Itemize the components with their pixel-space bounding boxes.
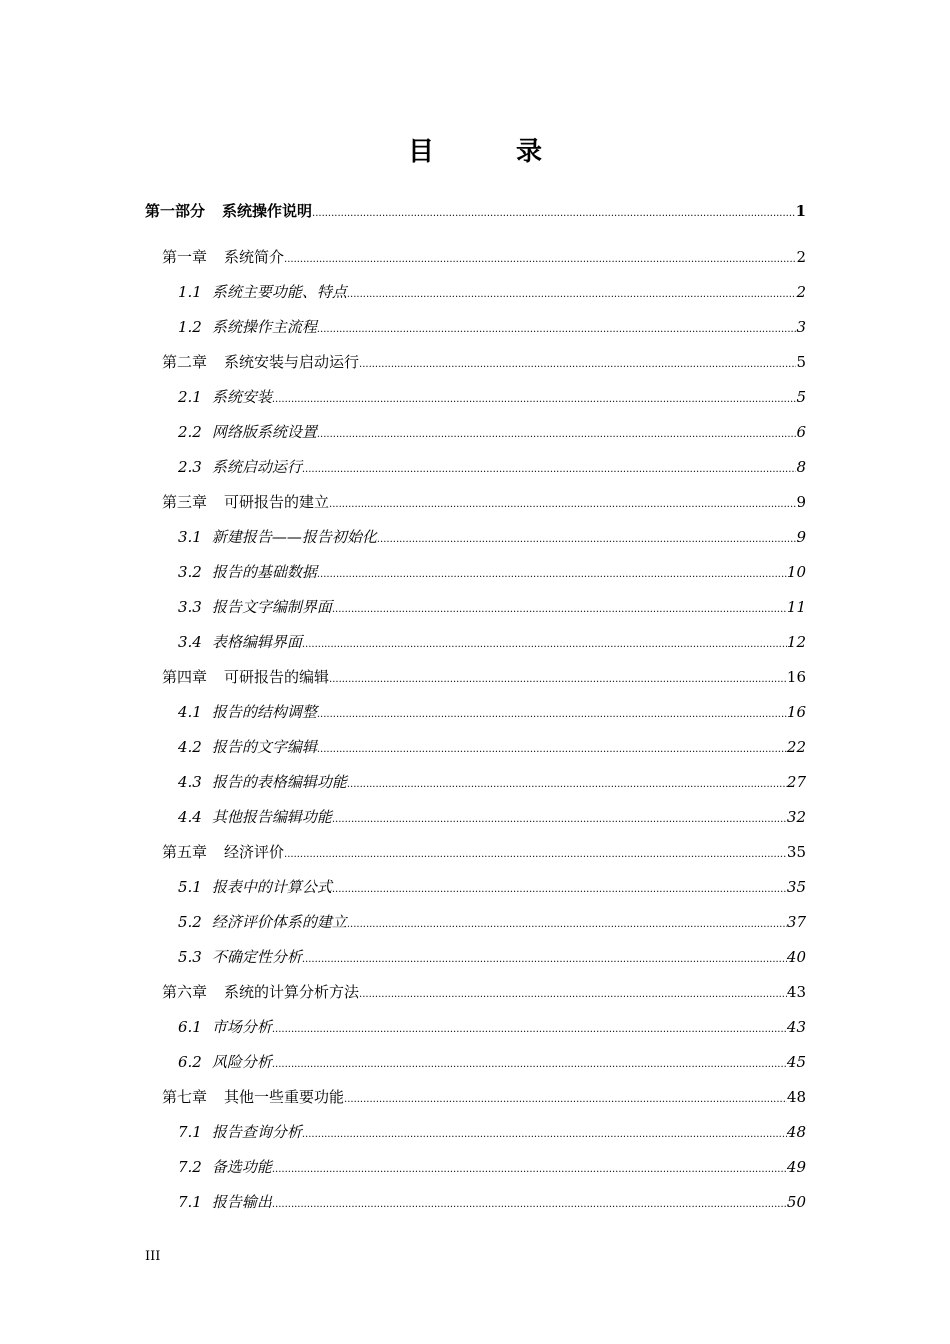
toc-section-entry[interactable] xyxy=(178,1047,806,1077)
dot-leader xyxy=(317,420,797,450)
dot-leader xyxy=(332,875,787,905)
toc-entry-page: 35 xyxy=(786,843,806,861)
toc-entry-page: 8 xyxy=(796,458,806,476)
toc-entry-title: 新建报告——报告初始化 xyxy=(211,528,377,546)
toc-entry-number: 第七章 xyxy=(162,1088,208,1106)
toc-entry-title: 系统的计算分析方法 xyxy=(224,983,360,1001)
toc-section-entry[interactable] xyxy=(178,312,806,342)
dot-leader xyxy=(317,315,797,345)
toc-entry-title: 报告查询分析 xyxy=(211,1123,302,1141)
toc-entry-title: 系统安装 xyxy=(211,388,272,406)
toc-entry-number: 1.1 xyxy=(178,283,202,301)
dot-leader xyxy=(272,1050,787,1080)
dot-leader xyxy=(302,630,787,660)
toc-entry-page: 12 xyxy=(786,633,806,651)
toc-entry-page: 6 xyxy=(796,423,806,441)
toc-chapter-entry[interactable] xyxy=(162,977,806,1007)
toc-entry-page: 2 xyxy=(796,283,806,301)
toc-entry-number: 4.1 xyxy=(178,703,202,721)
dot-leader xyxy=(284,245,796,275)
toc-entry-page: 16 xyxy=(786,668,806,686)
toc-entry-number: 2.1 xyxy=(178,388,202,406)
toc-entry-title: 报表中的计算公式 xyxy=(211,878,332,896)
toc-chapter-entry[interactable] xyxy=(162,1082,806,1112)
toc-entry-number: 4.2 xyxy=(178,738,202,756)
dot-leader xyxy=(317,735,787,765)
toc-entry-number: 7.2 xyxy=(178,1158,202,1176)
toc-chapter-entry[interactable] xyxy=(162,242,806,272)
toc-entry-title: 市场分析 xyxy=(211,1018,272,1036)
toc-entry-number: 4.3 xyxy=(178,773,202,791)
toc-entry-page: 48 xyxy=(786,1123,806,1141)
dot-leader xyxy=(272,1015,787,1045)
toc-entry-number: 4.4 xyxy=(178,808,202,826)
toc-entry-page: 10 xyxy=(786,563,806,581)
toc-section-entry[interactable] xyxy=(178,872,806,902)
toc-chapter-entry[interactable] xyxy=(162,347,806,377)
toc-chapter-entry[interactable] xyxy=(162,662,806,692)
toc-part-entry[interactable] xyxy=(145,196,806,226)
toc-chapter-entry[interactable] xyxy=(162,837,806,867)
toc-section-entry[interactable] xyxy=(178,1117,806,1147)
toc-entry-title: 网络版系统设置 xyxy=(211,423,317,441)
toc-entry-page: 1 xyxy=(795,202,806,220)
toc-entry-title: 可研报告的编辑 xyxy=(224,668,330,686)
toc-section-entry[interactable] xyxy=(178,1012,806,1042)
dot-leader xyxy=(284,840,787,870)
toc-entry-title: 系统安装与启动运行 xyxy=(224,353,360,371)
toc-entry-number: 1.2 xyxy=(178,318,202,336)
toc-entry-title: 可研报告的建立 xyxy=(224,493,330,511)
toc-entry-number: 第三章 xyxy=(162,493,208,511)
toc-section-entry[interactable] xyxy=(178,802,806,832)
toc-entry-number: 3.2 xyxy=(178,563,202,581)
toc-entry-title: 报告的文字编辑 xyxy=(211,738,317,756)
toc-entry-number: 第四章 xyxy=(162,668,208,686)
toc-entry-page: 43 xyxy=(786,1018,806,1036)
toc-entry-title: 其他一些重要功能 xyxy=(224,1088,345,1106)
toc-section-entry[interactable] xyxy=(178,767,806,797)
toc-entry-page: 43 xyxy=(786,983,806,1001)
toc-entry-page: 48 xyxy=(786,1088,806,1106)
toc-entry-title: 报告输出 xyxy=(211,1193,272,1211)
toc-entry-title: 系统简介 xyxy=(224,248,285,266)
toc-entry-page: 11 xyxy=(786,598,806,616)
toc-entry-number: 第一章 xyxy=(162,248,208,266)
toc-entry-number: 7.1 xyxy=(178,1193,202,1211)
toc-section-entry[interactable] xyxy=(178,382,806,412)
dot-leader xyxy=(302,455,797,485)
dot-leader xyxy=(332,595,787,625)
toc-entry-page: 27 xyxy=(786,773,806,791)
toc-entry-page: 16 xyxy=(786,703,806,721)
toc-section-entry[interactable] xyxy=(178,942,806,972)
toc-section-entry[interactable] xyxy=(178,907,806,937)
toc-section-entry[interactable] xyxy=(178,417,806,447)
toc-entry-number: 3.3 xyxy=(178,598,202,616)
dot-leader xyxy=(272,1190,787,1220)
toc-entry-number: 2.2 xyxy=(178,423,202,441)
toc-section-entry[interactable] xyxy=(178,522,806,552)
toc-entry-title: 不确定性分析 xyxy=(211,948,302,966)
toc-section-entry[interactable] xyxy=(178,592,806,622)
toc-entry-title: 报告的基础数据 xyxy=(211,563,317,581)
dot-leader xyxy=(317,560,787,590)
dot-leader xyxy=(317,700,787,730)
toc-entry-page: 40 xyxy=(786,948,806,966)
toc-entry-number: 5.1 xyxy=(178,878,202,896)
toc-entry-number: 第一部分 xyxy=(145,202,206,220)
toc-entry-page: 45 xyxy=(786,1053,806,1071)
toc-section-entry[interactable] xyxy=(178,557,806,587)
dot-leader xyxy=(312,199,796,229)
toc-entry-number: 7.1 xyxy=(178,1123,202,1141)
toc-entry-title: 报告的表格编辑功能 xyxy=(211,773,347,791)
footer-page-number: III xyxy=(145,1249,161,1264)
toc-entry-title: 系统主要功能、特点 xyxy=(211,283,347,301)
dot-leader xyxy=(377,525,797,555)
toc-entry-page: 9 xyxy=(796,493,806,511)
toc-entry-number: 第五章 xyxy=(162,843,208,861)
toc-entry-title: 报告的结构调整 xyxy=(211,703,317,721)
toc-entry-number: 5.2 xyxy=(178,913,202,931)
toc-entry-title: 系统操作主流程 xyxy=(211,318,317,336)
toc-entry-page: 3 xyxy=(796,318,806,336)
toc-section-entry[interactable] xyxy=(178,1187,806,1217)
toc-entry-page: 32 xyxy=(786,808,806,826)
toc-entry-title: 风险分析 xyxy=(211,1053,272,1071)
toc-entry-title: 表格编辑界面 xyxy=(211,633,302,651)
dot-leader xyxy=(359,350,796,380)
toc-entry-page: 35 xyxy=(786,878,806,896)
toc-entry-page: 2 xyxy=(796,248,806,266)
toc-entry-page: 50 xyxy=(786,1193,806,1211)
dot-leader xyxy=(329,665,787,695)
toc-entry-page: 22 xyxy=(786,738,806,756)
toc-entry-number: 6.2 xyxy=(178,1053,202,1071)
toc-entry-page: 49 xyxy=(786,1158,806,1176)
toc-entry-number: 6.1 xyxy=(178,1018,202,1036)
toc-entry-title: 其他报告编辑功能 xyxy=(211,808,332,826)
toc-entry-number: 第二章 xyxy=(162,353,208,371)
toc-entry-title: 备选功能 xyxy=(211,1158,272,1176)
dot-leader xyxy=(302,1120,787,1150)
dot-leader xyxy=(347,910,787,940)
dot-leader xyxy=(302,945,787,975)
toc-section-entry[interactable] xyxy=(178,732,806,762)
toc-chapter-entry[interactable] xyxy=(162,487,806,517)
toc-section-entry[interactable] xyxy=(178,277,806,307)
dot-leader xyxy=(272,385,797,415)
toc-entry-title: 经济评价 xyxy=(224,843,285,861)
toc-entry-number: 第六章 xyxy=(162,983,208,1001)
toc-entry-title: 报告文字编制界面 xyxy=(211,598,332,616)
toc-entry-title: 系统启动运行 xyxy=(211,458,302,476)
toc-entry-page: 5 xyxy=(796,388,806,406)
dot-leader xyxy=(347,280,797,310)
toc-section-entry[interactable] xyxy=(178,627,806,657)
toc-entry-title: 系统操作说明 xyxy=(222,202,313,220)
toc-section-entry[interactable] xyxy=(178,697,806,727)
toc-entry-number: 3.4 xyxy=(178,633,202,651)
dot-leader xyxy=(329,490,796,520)
dot-leader xyxy=(344,1085,787,1115)
dot-leader xyxy=(359,980,787,1010)
dot-leader xyxy=(272,1155,787,1185)
toc-section-entry[interactable] xyxy=(178,452,806,482)
toc-entry-number: 5.3 xyxy=(178,948,202,966)
toc-entry-page: 9 xyxy=(796,528,806,546)
toc-entry-number: 3.1 xyxy=(178,528,202,546)
dot-leader xyxy=(332,805,787,835)
toc-entry-page: 5 xyxy=(796,353,806,371)
toc-section-entry[interactable] xyxy=(178,1152,806,1182)
page-title: 目 录 xyxy=(407,137,570,167)
toc-entry-title: 经济评价体系的建立 xyxy=(211,913,347,931)
dot-leader xyxy=(347,770,787,800)
toc-entry-number: 2.3 xyxy=(178,458,202,476)
toc-entry-page: 37 xyxy=(786,913,806,931)
